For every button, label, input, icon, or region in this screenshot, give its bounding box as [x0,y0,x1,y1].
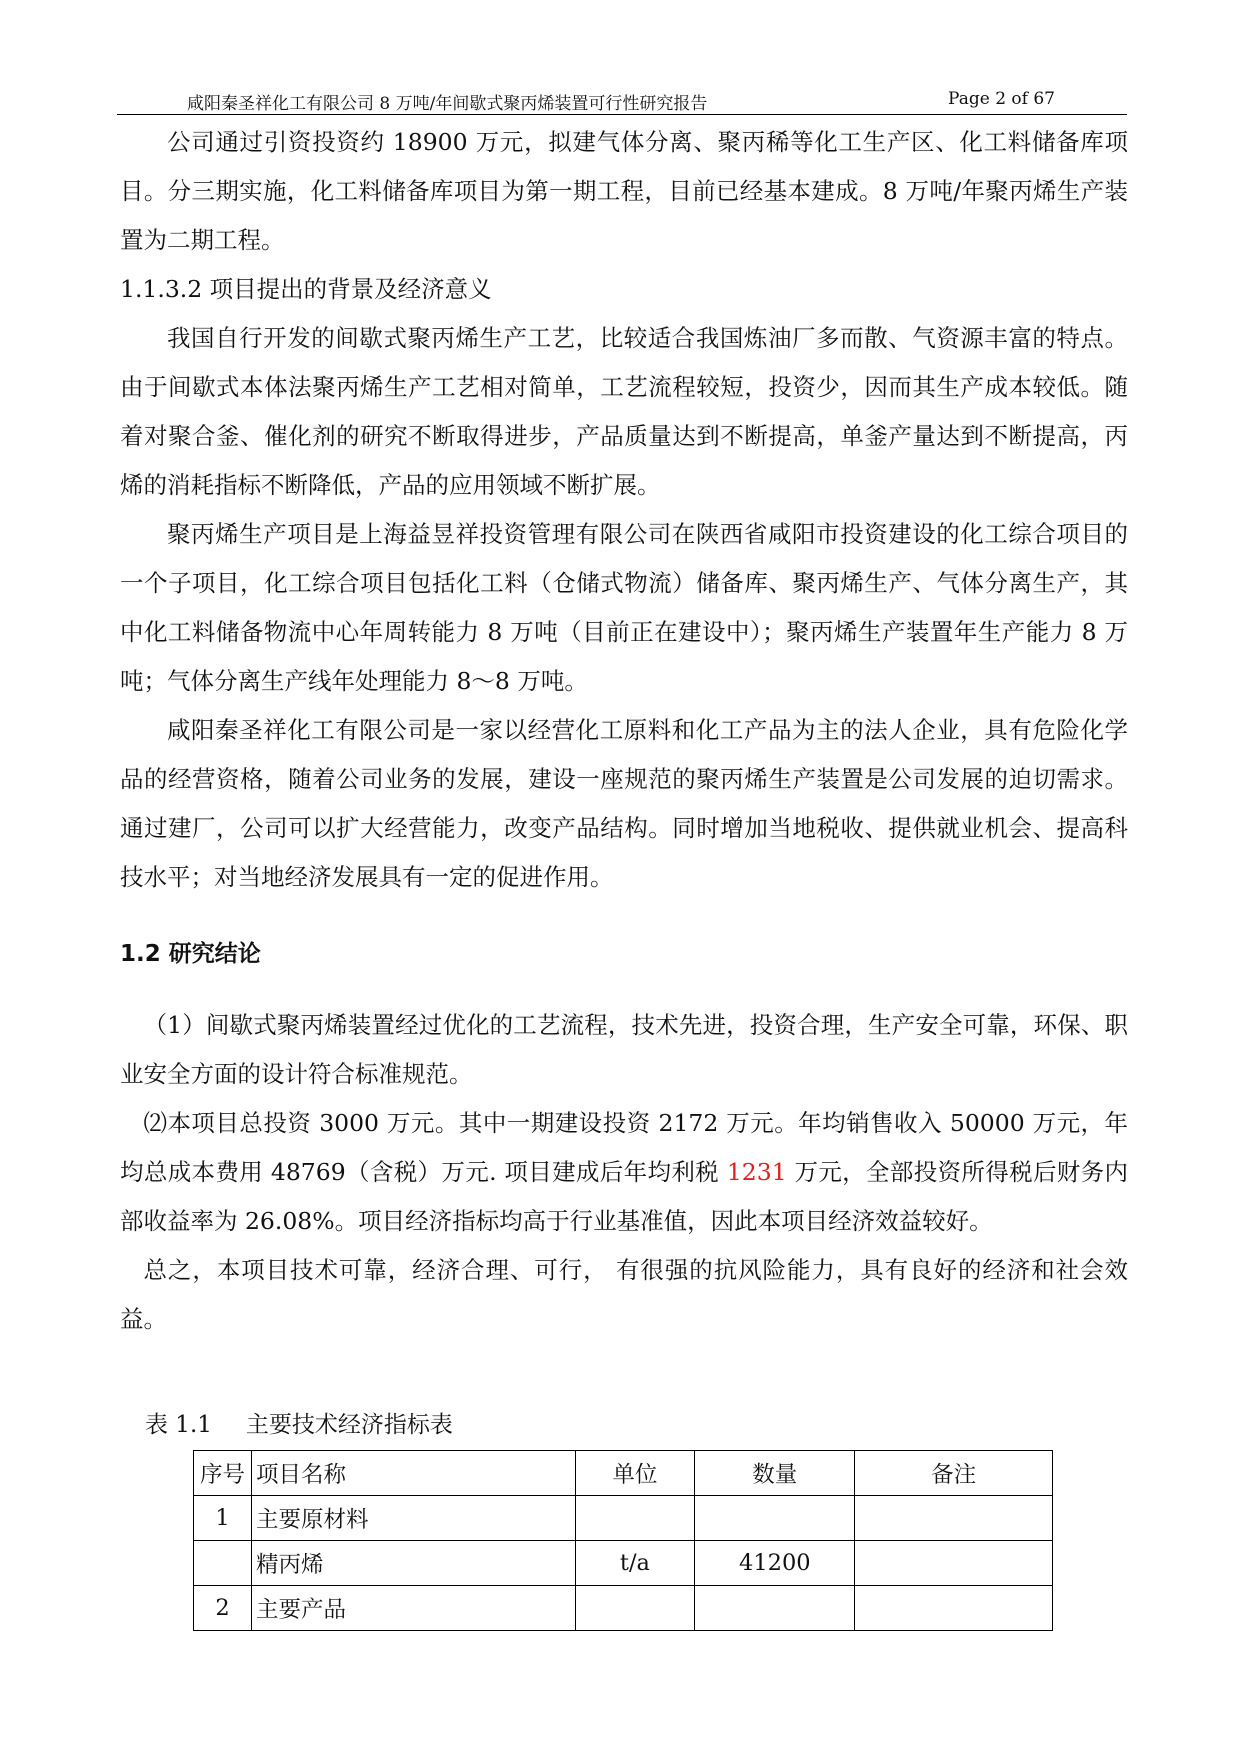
table-cell [575,1496,695,1541]
column-header: 序号 [194,1451,252,1496]
table-row [194,1586,1053,1631]
subheading: 1.1.3.2 项目提出的背景及经济意义 [120,275,492,303]
table-cell [575,1586,695,1631]
header-title: 咸阳秦圣祥化工有限公司 8 万吨/年间歇式聚丙烯装置可行性研究报告 [187,94,708,114]
header-page-number: Page 2 of 67 [948,89,1055,109]
table-cell: 1 [194,1496,252,1541]
paragraph: 咸阳秦圣祥化工有限公司是一家以经营化工原料和化工产品为主的法人企业，具有危险化学品的经营资格，随着公司业务的发展，建设一座规范的聚丙烯生产装置是公司发展的迫切需求。通过建厂，公司可以扩大经营能力，改变产品结构。同时增加当地税收、提供就业机会、提高科技水平；对当地经济发展具有一定的促进作用。 [120,716,1128,891]
table-cell [855,1496,1053,1541]
conclusion-text: 万元，全部投资所得税后财务内部收益率为 26.08%。项目经济指标均高于行业基准值，因此本项目经济效益较好。 [120,1158,1128,1235]
conclusion-item-1: （1）间歇式聚丙烯装置经过优化的工艺流程，技术先进，投资合理，生产安全可靠，环保、职业安全方面的设计符合标准规范。 [120,1011,1128,1088]
column-header: 项目名称 [251,1451,575,1496]
table-cell [194,1541,252,1586]
column-header: 数量 [695,1451,855,1496]
table-cell: 主要产品 [251,1586,575,1631]
paragraph: 公司通过引资投资约 18900 万元，拟建气体分离、聚丙稀等化工生产区、化工料储备库项目。分三期实施，化工料储备库项目为第一期工程，目前已经基本建成。8 万吨/年聚丙烯生产装置为二期工程。 [120,128,1128,254]
section-conclusions [120,1001,1128,1344]
column-header: 单位 [575,1451,695,1496]
conclusion-text: ⑵本项目总投资 3000 万元。其中一期建设投资 2172 万元。年均销售收入 50000 万元，年均总成本费用 48769（含税）万元. 项目建成后年均利税 [120,1109,1128,1186]
table-cell [695,1496,855,1541]
conclusion-item-2 [120,1099,1128,1246]
table-cell: 主要原材料 [251,1496,575,1541]
table-caption-title: 主要技术经济指标表 [245,1412,453,1438]
table-cell [695,1586,855,1631]
table-row [194,1541,1053,1586]
conclusion-summary: 总之，本项目技术可靠，经济合理、可行， 有很强的抗风险能力，具有良好的经济和社会效益。 [120,1256,1128,1333]
highlighted-value: 1231 [726,1158,787,1186]
page-header [117,86,1127,115]
table-row [194,1496,1053,1541]
table-caption-number: 表 1.1 [145,1412,212,1438]
table-cell: 41200 [695,1541,855,1586]
indicators-table [193,1450,1053,1631]
table-cell: 2 [194,1586,252,1631]
table-header-row [194,1451,1053,1496]
section-background [120,118,1128,902]
paragraph: 聚丙烯生产项目是上海益昱祥投资管理有限公司在陕西省咸阳市投资建设的化工综合项目的一个子项目，化工综合项目包括化工料（仓储式物流）储备库、聚丙烯生产、气体分离生产，其中化工料储备物流中心年周转能力 8 万吨（目前正在建设中）；聚丙烯生产装置年生产能力 8 万吨；气体分离生产线年处理能力 8～8 万吨。 [120,520,1128,695]
table-cell [855,1586,1053,1631]
section-heading: 1.2 研究结论 [120,941,261,967]
paragraph: 我国自行开发的间歇式聚丙烯生产工艺，比较适合我国炼油厂多而散、气资源丰富的特点。由于间歇式本体法聚丙烯生产工艺相对简单，工艺流程较短，投资少，因而其生产成本较低。随着对聚合釜、催化剂的研究不断取得进步，产品质量达到不断提高，单釜产量达到不断提高，丙烯的消耗指标不断降低，产品的应用领域不断扩展。 [120,324,1128,499]
table-caption [145,1406,453,1439]
table-cell [855,1541,1053,1586]
table-cell: t/a [575,1541,695,1586]
column-header: 备注 [855,1451,1053,1496]
table-cell: 精丙烯 [251,1541,575,1586]
